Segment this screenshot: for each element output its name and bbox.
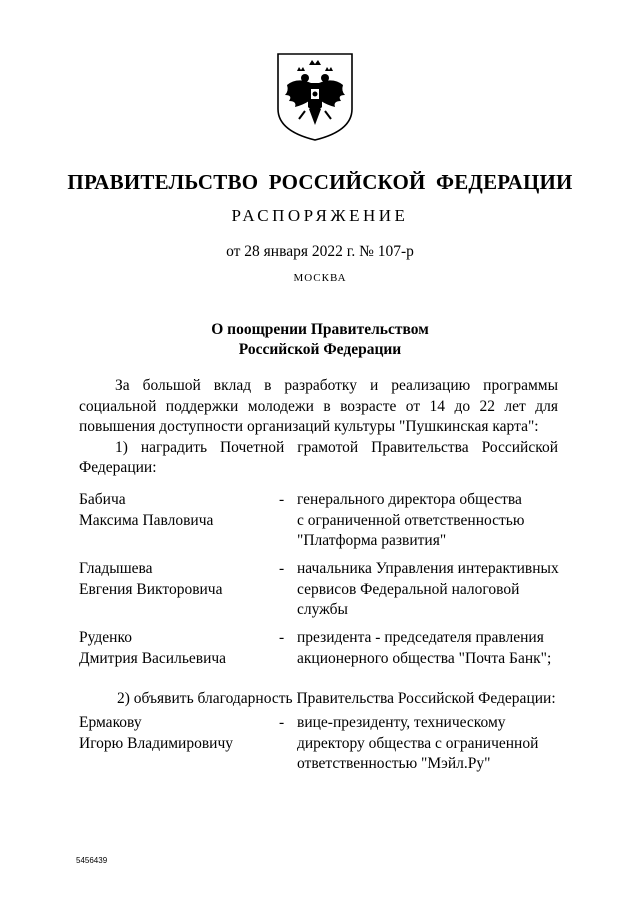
document-city: МОСКВА	[293, 272, 347, 284]
document-type: РАСПОРЯЖЕНИЕ	[231, 206, 409, 225]
awardee-name: Гладышева Евгения Викторовича	[79, 560, 223, 598]
item1-line-1: 1) наградить Почетной грамотой Правительства Российской	[115, 438, 558, 456]
document-subject	[0, 320, 640, 360]
document-code: 5456439	[76, 856, 108, 865]
awardee-name: Бабича Максима Павловича	[79, 491, 214, 529]
item2-line: 2) объявить благодарность Правительства Российской Федерации:	[117, 690, 556, 707]
subject-line-1: О поощрении Правительством	[211, 321, 429, 338]
item1-line-2: Федерации:	[79, 459, 157, 476]
thanked-name: Ермакову Игорю Владимировичу	[79, 714, 234, 752]
dash-separator: -	[279, 491, 285, 508]
government-title: ПРАВИТЕЛЬСТВО РОССИЙСКОЙ ФЕДЕРАЦИИ	[67, 170, 573, 194]
awardee-position: президента - председателя правления акционерного общества "Почта Банк";	[297, 629, 552, 667]
awardee-position: генерального директора общества с ограниченной ответственностью "Платформа развития"	[297, 491, 525, 549]
awardee-position: начальника Управления интерактивных сервисов Федеральной налоговой службы	[297, 560, 559, 618]
document-date-number: от 28 января 2022 г. № 107-р	[226, 243, 414, 260]
body-text	[79, 376, 558, 479]
double-headed-eagle-emblem-icon	[275, 51, 355, 143]
awardee-name: Руденко Дмитрия Васильевича	[79, 629, 227, 667]
subject-line-2: Российской Федерации	[238, 341, 402, 358]
dash-separator: -	[279, 560, 285, 577]
dash-separator: -	[279, 714, 285, 731]
intro-paragraph: За большой вклад в разработку и реализацию программы социальной поддержки молодежи в возрасте от 14 до 22 лет для повышения доступности организаций культуры "Пушкинская карта":	[79, 377, 558, 435]
thanked-position: вице-президенту, техническому директору общества с ограниченной ответственностью "Мэйл.Ру"	[297, 714, 539, 772]
dash-separator: -	[279, 629, 285, 646]
